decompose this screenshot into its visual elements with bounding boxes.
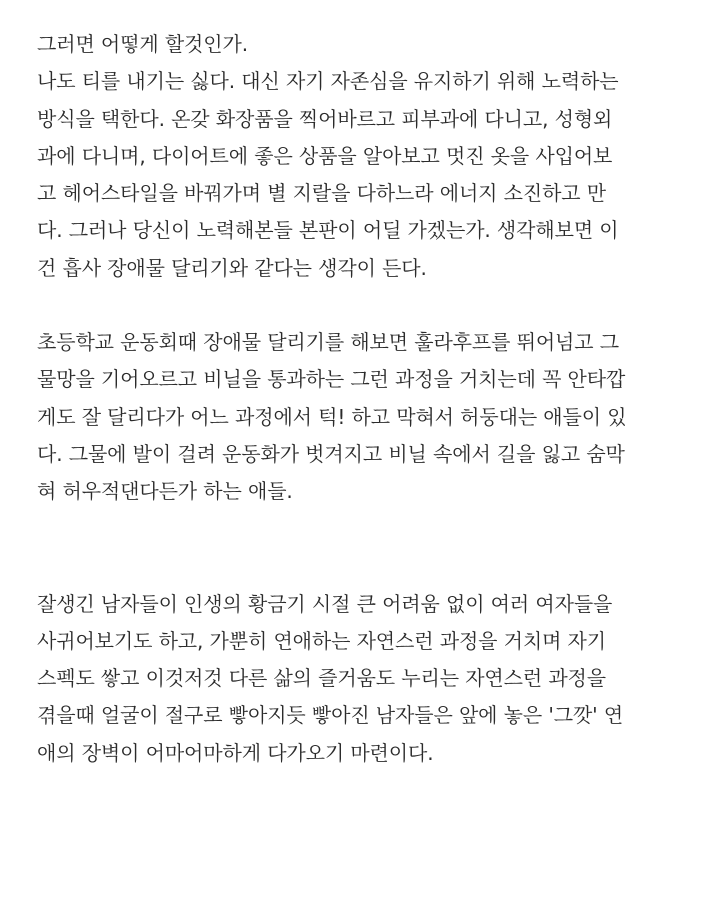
text-line: 건 흡사 장애물 달리기와 같다는 생각이 든다. bbox=[37, 255, 427, 280]
text-line: 고 헤어스타일을 바꿔가며 별 지랄을 다하느라 에너지 소진하고 만 bbox=[37, 181, 606, 206]
text-line: 혀 허우적댄다든가 하는 애들. bbox=[37, 479, 293, 504]
text-line: 과에 다니며, 다이어트에 좋은 상품을 알아보고 멋진 옷을 사입어보 bbox=[37, 143, 613, 168]
text-line: 다. 그물에 발이 걸려 운동화가 벗겨지고 비닐 속에서 길을 잃고 숨막 bbox=[37, 441, 625, 466]
text-line: 겪을때 얼굴이 절구로 빻아지듯 빻아진 남자들은 앞에 놓은 '그깟' 연 bbox=[37, 703, 624, 728]
article-body bbox=[37, 26, 697, 772]
text-line: 그러면 어떻게 할것인가. bbox=[37, 32, 248, 56]
text-line: 잘생긴 남자들이 인생의 황금기 시절 큰 어려움 없이 여러 여자들을 bbox=[37, 591, 613, 616]
paragraph-2 bbox=[37, 324, 697, 510]
text-line: 게도 잘 달리다가 어느 과정에서 턱! 하고 막혀서 허둥대는 애들이 있 bbox=[37, 404, 627, 429]
text-line: 다. 그러나 당신이 노력해본들 본판이 어딜 가겠는가. 생각해보면 이 bbox=[37, 218, 619, 243]
paragraph-spacer bbox=[37, 511, 697, 586]
text-line: 나도 티를 내기는 싫다. 대신 자기 자존심을 유지하기 위해 노력하는 bbox=[37, 69, 619, 94]
paragraph-spacer bbox=[37, 287, 697, 324]
text-line: 방식을 택한다. 온갖 화장품을 찍어바르고 피부과에 다니고, 성형외 bbox=[37, 106, 613, 131]
paragraph-3 bbox=[37, 586, 697, 772]
text-line: 초등학교 운동회때 장애물 달리기를 해보면 훌라후프를 뛰어넘고 그 bbox=[37, 330, 619, 355]
paragraph-1 bbox=[37, 26, 697, 287]
text-line: 사귀어보기도 하고, 가뿐히 연애하는 자연스런 과정을 거치며 자기 bbox=[37, 628, 606, 653]
text-line: 애의 장벽이 어마어마하게 다가오기 마련이다. bbox=[37, 740, 434, 765]
text-line: 스펙도 쌓고 이것저것 다른 삶의 즐거움도 누리는 자연스런 과정을 bbox=[37, 666, 606, 691]
text-line: 물망을 기어오르고 비닐을 통과하는 그런 과정을 거치는데 꼭 안타깝 bbox=[37, 367, 626, 392]
